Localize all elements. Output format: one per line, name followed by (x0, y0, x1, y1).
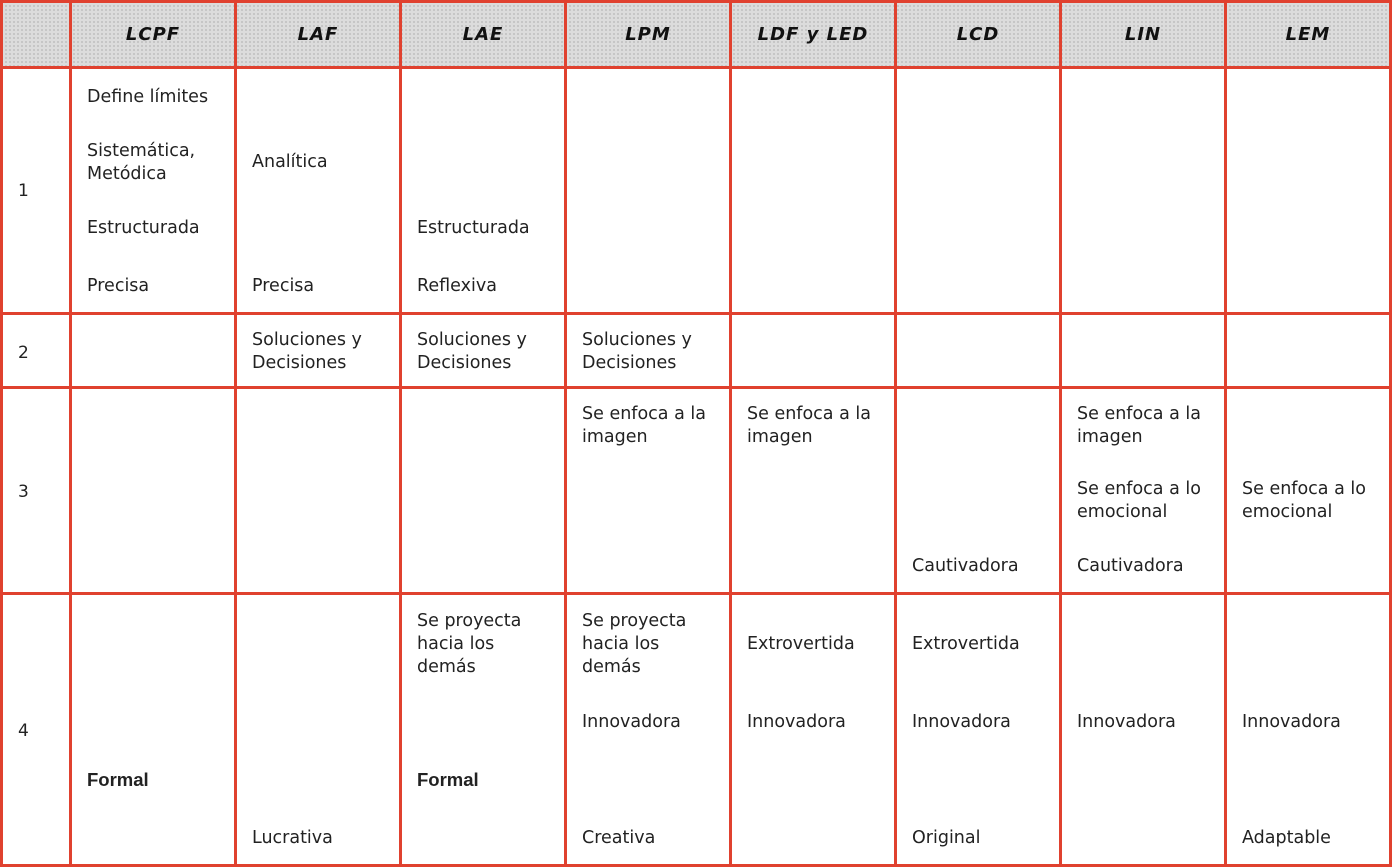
cell-text: Cautivadora (912, 556, 1019, 576)
cell-text: Se enfoca a lo emocional (1242, 479, 1366, 522)
grid-line (1059, 0, 1062, 867)
grid-line (399, 0, 402, 867)
cell-text: Define límites (87, 87, 209, 107)
cell-text: Se enfoca a lo emocional (1077, 479, 1201, 522)
column-header-ldf-led: LDF y LED (757, 23, 869, 45)
cell-text: Innovadora (912, 712, 1011, 732)
cell-text: Precisa (252, 276, 315, 296)
column-header-lcd: LCD (956, 23, 1000, 45)
cell-text: Se enfoca a la imagen (1077, 404, 1201, 447)
cell-text: Se proyecta hacia los demás (417, 611, 522, 677)
grid-line (1224, 0, 1227, 867)
cell-text: Adaptable (1242, 828, 1331, 848)
cell-text: Estructurada (417, 218, 530, 238)
grid-line (234, 0, 237, 867)
column-header-lcpf: LCPF (125, 23, 181, 45)
row-label: 2 (18, 343, 29, 363)
row-label: 4 (18, 721, 29, 741)
grid-line (0, 312, 1392, 315)
cell-text: Lucrativa (252, 828, 333, 848)
cell-text-bold: Formal (87, 769, 149, 790)
cell-text: Se enfoca a la imagen (582, 404, 706, 447)
cell-text: Precisa (87, 276, 150, 296)
cell-text: Innovadora (1242, 712, 1341, 732)
cell-text: Original (912, 828, 981, 848)
cell-text: Innovadora (1077, 712, 1176, 732)
cell-text: Soluciones y Decisiones (417, 330, 527, 373)
column-header-lem: LEM (1285, 23, 1331, 45)
cell-text: Extrovertida (912, 634, 1020, 654)
cell-text: Sistemática, Metódica (87, 141, 196, 184)
cell-text: Se enfoca a la imagen (747, 404, 871, 447)
cell-text-bold: Formal (417, 769, 479, 790)
column-header-lin: LIN (1124, 23, 1162, 45)
grid-line (0, 386, 1392, 389)
grid-line (564, 0, 567, 867)
grid-line (729, 0, 732, 867)
cell-text: Analítica (252, 152, 328, 172)
cell-text: Soluciones y Decisiones (582, 330, 692, 373)
grid-line (894, 0, 897, 867)
grid-line (0, 0, 3, 867)
cell-text: Innovadora (747, 712, 846, 732)
cell-text: Reflexiva (417, 276, 497, 296)
cell-text: Innovadora (582, 712, 681, 732)
grid-line (69, 0, 72, 867)
grid-line (0, 592, 1392, 595)
cell-text: Estructurada (87, 218, 200, 238)
cell-text: Extrovertida (747, 634, 855, 654)
cell-text: Soluciones y Decisiones (252, 330, 362, 373)
cell-text: Cautivadora (1077, 556, 1184, 576)
row-label: 3 (18, 482, 29, 502)
cell-text: Creativa (582, 828, 656, 848)
column-header-lae: LAE (462, 23, 504, 45)
column-header-laf: LAF (297, 23, 339, 45)
row-label: 1 (18, 181, 29, 201)
column-header-lpm: LPM (625, 23, 671, 45)
cell-text: Se proyecta hacia los demás (582, 611, 687, 677)
